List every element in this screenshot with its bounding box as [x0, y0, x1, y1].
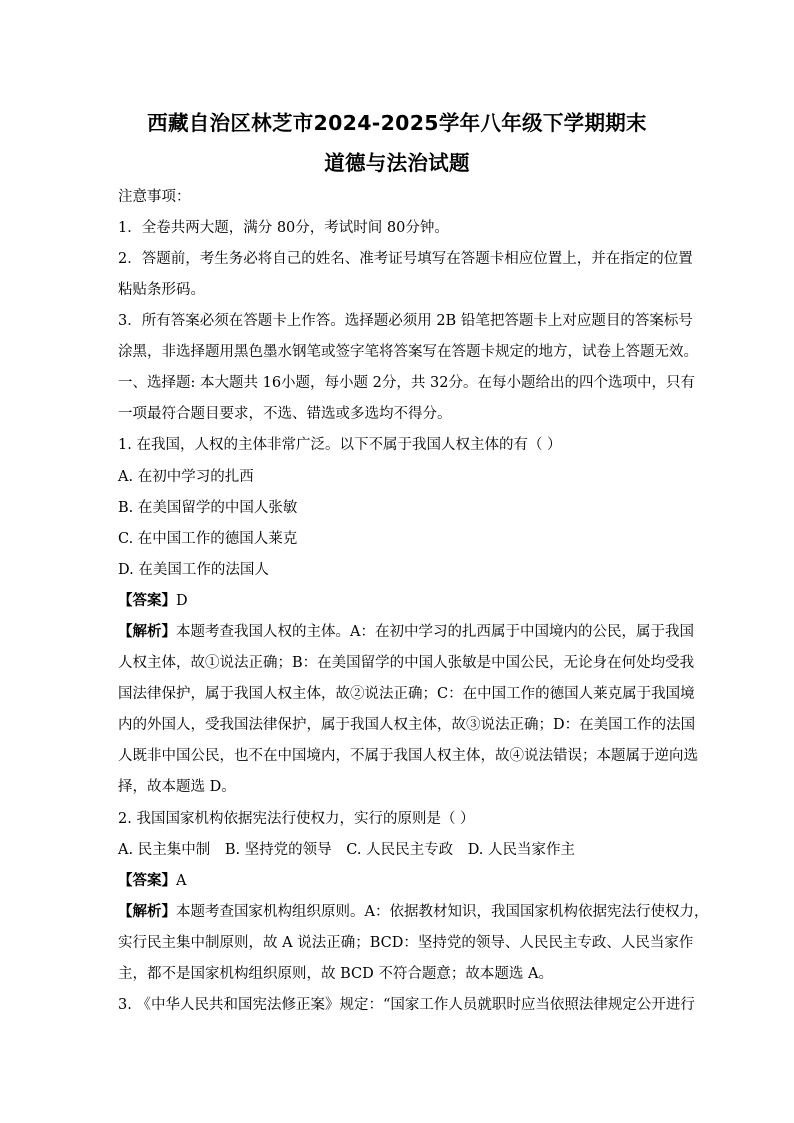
document-title: 西藏自治区林芝市2024-2025学年八年级下学期期末 — [147, 111, 647, 135]
notes-heading: 注意事项： — [118, 189, 191, 205]
question-2-analysis — [118, 903, 709, 921]
answer-tag: 【答案】 — [118, 872, 176, 889]
question-1-analysis-line: 内的外国人，受我国法律保护，属于我国人权主体，故③说法正确；D：在美国工作的法国 — [118, 717, 696, 733]
question-2-analysis-line: 主，都不是国家机构组织原则，故 BCD 不符合题意；故本题选 A。 — [118, 966, 553, 982]
question-1-answer — [118, 592, 678, 610]
note-item-3-cont: 涂黑，非选择题用黑色墨水钢笔或签字笔将答案写在答题卡规定的地方，试卷上答题无效。 — [118, 344, 698, 360]
answer-value: D — [176, 593, 188, 609]
question-2-stem: 2. 我国国家机构依据宪法行使权力，实行的原则是（ ） — [118, 811, 475, 827]
analysis-tag: 【解析】 — [118, 903, 176, 920]
question-1-option-b: B. 在美国留学的中国人张敏 — [118, 500, 298, 516]
question-2-option-d: D. 人民当家作主 — [467, 842, 576, 858]
question-1-analysis-line: 人权主体，故①说法正确；B：在美国留学的中国人张敏是中国公民，无论身在何处均受我 — [118, 655, 695, 671]
question-1-analysis-line: 国法律保护，属于我国人权主体，故②说法正确；C：在中国工作的德国人莱克属于我国境 — [118, 686, 695, 702]
question-3-stem: 3. 《中华人民共和国宪法修正案》规定：“国家工作人员就职时应当依照法律规定公开进行 — [118, 997, 695, 1013]
question-1-analysis — [118, 623, 694, 641]
note-item-3: 3．所有答案必须在答题卡上作答。选择题必须用 2B 铅笔把答题卡上对应题目的答案标号 — [118, 313, 693, 329]
note-item-2-cont: 粘贴条形码。 — [118, 282, 205, 298]
answer-value: A — [176, 873, 187, 889]
note-item-1: 1．全卷共两大题，满分 80分，考试时间 80分钟。 — [118, 220, 449, 236]
document-subtitle: 道德与法治试题 — [324, 151, 470, 175]
analysis-text: 本题考查我国人权的主体。A：在初中学习的扎西属于中国境内的公民，属于我国 — [176, 624, 694, 640]
question-1-analysis-line: 择，故本题选 D。 — [118, 779, 236, 795]
section-heading-cont: 一项最符合题目要求，不选、错选或多选均不得分。 — [118, 406, 452, 422]
section-heading: 一、选择题: 本大题共 16小题，每小题 2分，共 32分。在每小题给出的四个选项中，只有 — [118, 375, 695, 391]
question-1-option-d: D. 在美国工作的法国人 — [118, 562, 269, 578]
question-1-analysis-line: 人既非中国公民，也不在中国境内，不属于我国人权主体，故④说法错误；本题属于逆向选 — [118, 748, 698, 764]
question-2-option-b: B. 坚持党的领导 — [224, 842, 332, 858]
question-1-stem: 1. 在我国，人权的主体非常广泛。以下不属于我国人权主体的有（ ） — [118, 437, 562, 453]
analysis-text: 本题考查国家机构组织原则。A：依据教材知识，我国国家机构依据宪法行使权力， — [176, 904, 709, 920]
note-item-2: 2．答题前，考生务必将自己的姓名、准考证号填写在答题卡相应位置上，并在指定的位置 — [118, 251, 693, 267]
question-2-option-a: A. 民主集中制 — [118, 842, 211, 858]
question-2-analysis-line: 实行民主集中制原则，故 A 说法正确；BCD：坚持党的领导、人民民主专政、人民当家作 — [118, 935, 694, 951]
question-1-option-c: C. 在中国工作的德国人莱克 — [118, 531, 298, 547]
answer-tag: 【答案】 — [118, 592, 176, 609]
question-2-options — [118, 841, 678, 859]
question-2-answer — [118, 872, 678, 890]
analysis-tag: 【解析】 — [118, 623, 176, 640]
question-2-option-c: C. 人民民主专政 — [346, 842, 454, 858]
question-1-option-a: A. 在初中学习的扎西 — [118, 469, 254, 485]
